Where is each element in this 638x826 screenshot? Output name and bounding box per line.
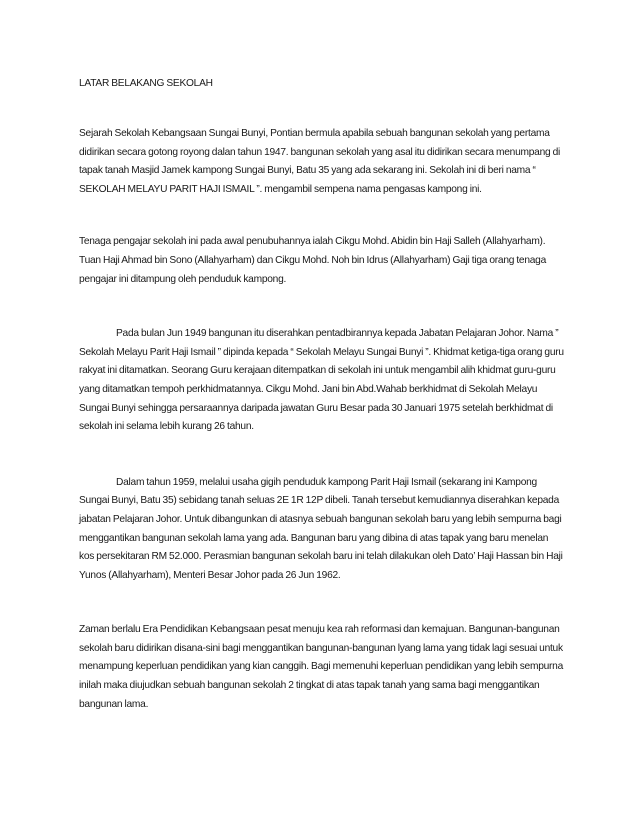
- paragraph-teachers: Tenaga pengajar sekolah ini pada awal penubuhannya ialah Cikgu Mohd. Abidin bin Haji Salleh (Allahyarham). Tuan Haji Ahmad bin Sono (Allahyarham) dan Cikgu Mohd. Noh bin Idrus (Allahyarham) Gaji tiga orang tenaga pengajar ini ditampung oleh penduduk kampong.: [79, 236, 546, 285]
- paragraph-history: Sejarah Sekolah Kebangsaan Sungai Bunyi, Pontian bermula apabila sebuah bangunan sekolah yang pertama didirikan secara gotong royong dalan tahun 1947. bangunan sekolah yang asal itu didirikan secara menumpang di tapak tanah Masjid Jamek kampong Sungai Bunyi, Batu 35 yang ada sekarang ini. Sekolah ini di beri nama “ SEKOLAH MELAYU PARIT HAJI ISMAIL ”. mengambil sempena nama pengasas kampong ini.: [79, 128, 561, 195]
- document-heading: LATAR BELAKANG SEKOLAH: [79, 78, 213, 89]
- paragraph-modern-era: Zaman berlalu Era Pendidikan Kebangsaan pesat menuju kea rah reformasi dan kemajuan. Bangunan-bangunan sekolah baru didirikan disana-sini bagi menggantikan bangunan-bangunan lyang lama yang tidak lagi sesuai untuk menampung keperluan pendidikan yang kian canggih. Bagi memenuhi keperluan pendidikan yang lebih sempurna inilah maka diujudkan sebuah bangunan sekolah 2 tingkat di atas tapak tanah yang sama bagi menggantikan bangunan lama.: [79, 624, 564, 710]
- document-body: [79, 74, 565, 714]
- paragraph-1949: Pada bulan Jun 1949 bangunan itu diserahkan pentadbirannya kepada Jabatan Pelajaran Johor. Nama ” Sekolah Melayu Parit Haji Ismail ” dipinda kepada “ Sekolah Melayu Sungai Bunyi ”. Khidmat ketiga-tiga orang guru rakyat ini ditamatkan. Seorang Guru kerajaan ditempatkan di sekolah ini untuk mengambil alih khidmat guru-guru yang ditamatkan tempoh perkhidmatannya. Cikgu Mohd. Jani bin Abd.Wahab berkhidmat di Sekolah Melayu Sungai Bunyi sehingga persaraannya daripada jawatan Guru Besar pada 30 Januari 1975 setelah berkhidmat di sekolah ini selama lebih kurang 26 tahun.: [79, 328, 564, 433]
- paragraph-1959: Dalam tahun 1959, melalui usaha gigih penduduk kampong Parit Haji Ismail (sekarang ini Kampong Sungai Bunyi, Batu 35) sebidang tanah seluas 2E 1R 12P dibeli. Tanah tersebut kemudiannya diserahkan kepada jabatan Pelajaran Johor. Untuk dibangunkan di atasnya sebuah bangunan sekolah baru yang lebih sempurna bagi menggantikan bangunan sekolah lama yang ada. Bangunan baru yang dibina di atas tapak yang baru menelan kos persekitaran RM 52.000. Perasmian bangunan sekolah baru ini telah dilakukan oleh Dato’ Haji Hassan bin Haji Yunos (Allahyarham), Menteri Besar Johor pada 26 Jun 1962.: [79, 476, 563, 581]
